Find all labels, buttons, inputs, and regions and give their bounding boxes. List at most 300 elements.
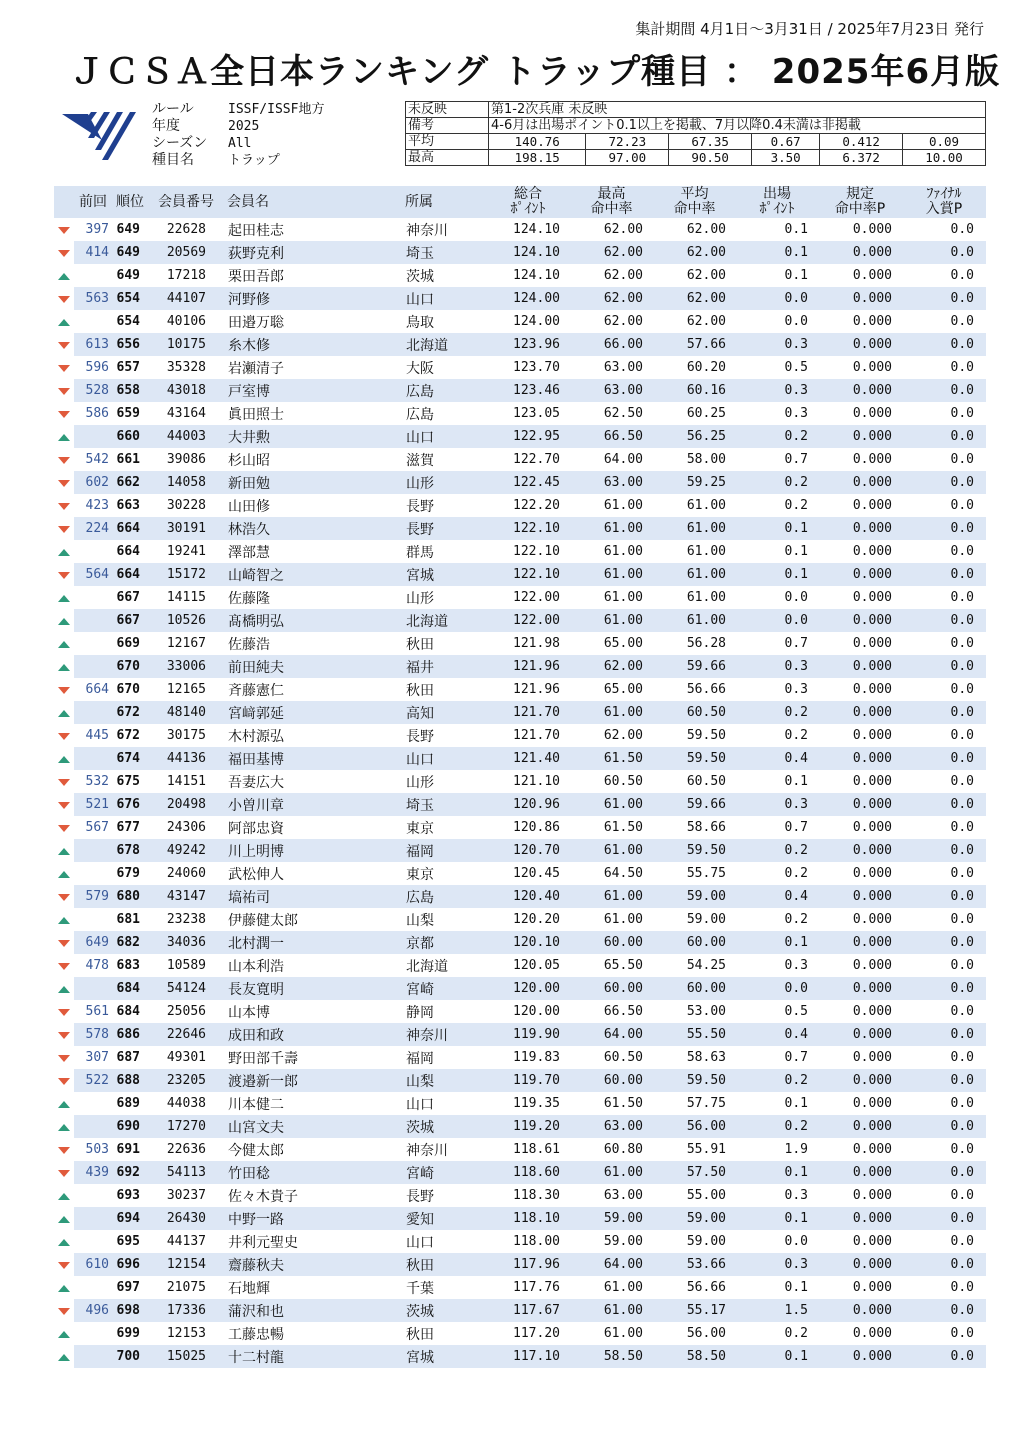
cell-reg: 0.000 <box>818 655 902 678</box>
cell-fin: 0.0 <box>950 314 974 329</box>
cell-pref: 京都 <box>402 931 486 954</box>
cell-prev: 564 <box>74 563 112 586</box>
cell-reg: 0.000 <box>852 360 892 375</box>
cell-best: 63.00 <box>603 360 643 375</box>
cell-id: 54124 <box>148 977 224 1000</box>
up-triangle-icon <box>58 1354 70 1361</box>
cell-name: 石地輝 <box>228 1280 270 1297</box>
cell-part: 0.4 <box>736 885 818 908</box>
cell-best: 62.50 <box>603 406 643 421</box>
table-row <box>54 931 986 954</box>
table-row <box>54 1046 986 1069</box>
cell-pref: 静岡 <box>406 1004 434 1021</box>
cell-pref: 長野 <box>406 1188 434 1205</box>
cell-rank: 700 <box>112 1345 148 1368</box>
cell-total: 122.70 <box>513 452 560 467</box>
cell-name: 荻野克利 <box>224 241 402 264</box>
cell-avg: 59.50 <box>653 747 736 770</box>
cell-reg: 0.000 <box>818 839 902 862</box>
cell-fin: 0.0 <box>950 1004 974 1019</box>
cell-fin: 0.0 <box>902 471 986 494</box>
trend-cell <box>54 264 74 287</box>
down-triangle-icon <box>58 894 70 901</box>
cell-part: 0.7 <box>784 452 808 467</box>
down-triangle-icon <box>58 388 70 395</box>
cell-prev: 532 <box>85 774 109 789</box>
cell-part: 0.1 <box>784 1280 808 1295</box>
cell-id: 39086 <box>166 452 206 467</box>
cell-name: 十二村龍 <box>224 1345 402 1368</box>
cell-prev: 522 <box>74 1069 112 1092</box>
cell-id: 43018 <box>148 379 224 402</box>
table-row <box>54 494 986 517</box>
cell-part: 0.0 <box>784 590 808 605</box>
cell-reg: 0.000 <box>818 517 902 540</box>
trend-cell <box>54 770 74 793</box>
col-best <box>570 186 653 218</box>
cell-part: 0.3 <box>736 379 818 402</box>
cell-best: 61.00 <box>570 793 653 816</box>
cell-rank: 686 <box>112 1023 148 1046</box>
cell-pref: 茨城 <box>402 1299 486 1322</box>
cell-prev <box>74 540 112 563</box>
cell-pref: 愛知 <box>402 1207 486 1230</box>
cell-reg: 0.000 <box>852 452 892 467</box>
cell-pref: 宮崎 <box>402 977 486 1000</box>
cell-avg: 56.25 <box>653 425 736 448</box>
table-row <box>54 310 986 333</box>
table-row <box>54 448 986 471</box>
cell-name: 山本博 <box>228 1004 270 1021</box>
cell-part: 0.2 <box>784 912 808 927</box>
cell-total: 122.00 <box>486 609 570 632</box>
cell-avg: 57.75 <box>686 1096 726 1111</box>
cell-pref: 山口 <box>406 1234 434 1251</box>
up-triangle-icon <box>58 1101 70 1108</box>
cell-pref: 山形 <box>406 774 434 791</box>
cell-id: 15025 <box>148 1345 224 1368</box>
cell-pref: 神奈川 <box>406 1142 448 1159</box>
table-row <box>54 586 986 609</box>
down-triangle-icon <box>58 940 70 947</box>
cell-name: 今健太郎 <box>228 1142 284 1159</box>
cell-part: 0.1 <box>736 1207 818 1230</box>
cell-name: 福田基博 <box>224 747 402 770</box>
note-value: 4-6月は出場ポイント0.1以上を掲載、7月以降0.4未満は非掲載 <box>489 118 986 134</box>
cell-pref: 宮城 <box>402 1345 486 1368</box>
cell-total: 119.90 <box>486 1023 570 1046</box>
cell-pref: 山形 <box>402 471 486 494</box>
cell-id: 44003 <box>148 425 224 448</box>
cell-id: 14058 <box>148 471 224 494</box>
cell-fin: 0.0 <box>950 498 974 513</box>
cell-reg: 0.000 <box>852 728 892 743</box>
cell-name: 北村潤一 <box>224 931 402 954</box>
up-triangle-icon <box>58 1239 70 1246</box>
cell-total: 123.70 <box>513 360 560 375</box>
up-triangle-icon <box>58 618 70 625</box>
cell-reg: 0.000 <box>852 1142 892 1157</box>
jcsa-logo-icon <box>62 110 142 166</box>
cell-prev <box>74 264 112 287</box>
down-triangle-icon <box>58 342 70 349</box>
cell-part: 0.3 <box>784 682 808 697</box>
up-triangle-icon <box>58 664 70 671</box>
trend-cell <box>54 356 74 379</box>
cell-pref: 埼玉 <box>402 241 486 264</box>
cell-rank: 693 <box>116 1188 140 1203</box>
down-triangle-icon <box>58 1308 70 1315</box>
cell-best: 58.50 <box>570 1345 653 1368</box>
cell-part: 0.7 <box>784 820 808 835</box>
cell-total: 124.10 <box>513 222 560 237</box>
meta-value: All <box>228 136 252 151</box>
trend-cell <box>54 816 74 839</box>
cell-prev: 567 <box>85 820 109 835</box>
cell-fin: 0.0 <box>902 793 986 816</box>
cell-rank: 691 <box>116 1142 140 1157</box>
cell-part: 0.2 <box>736 471 818 494</box>
cell-rank: 687 <box>116 1050 140 1065</box>
cell-total: 118.60 <box>486 1161 570 1184</box>
trend-cell <box>54 977 74 1000</box>
cell-pref: 神奈川 <box>406 222 448 239</box>
cell-rank: 695 <box>116 1234 140 1249</box>
cell-part: 0.7 <box>784 1050 808 1065</box>
cell-best: 60.80 <box>603 1142 643 1157</box>
cell-prev <box>74 1207 112 1230</box>
cell-pref: 広島 <box>402 379 486 402</box>
cell-rank: 670 <box>112 655 148 678</box>
cell-pref: 鳥取 <box>406 314 434 331</box>
cell-fin: 0.0 <box>902 1299 986 1322</box>
table-row <box>54 793 986 816</box>
up-triangle-icon <box>58 1193 70 1200</box>
cell-total: 119.83 <box>513 1050 560 1065</box>
trend-cell <box>54 1207 74 1230</box>
cell-best: 61.00 <box>603 590 643 605</box>
cell-reg: 0.000 <box>818 241 902 264</box>
cell-avg: 59.25 <box>653 471 736 494</box>
table-row <box>54 908 986 931</box>
note-label: 備考 <box>406 118 489 134</box>
cell-name: 成田和政 <box>224 1023 402 1046</box>
col-prev: 前回 <box>74 186 112 218</box>
cell-rank: 684 <box>116 1004 140 1019</box>
cell-avg: 61.00 <box>686 498 726 513</box>
cell-part: 0.1 <box>784 774 808 789</box>
cell-reg: 0.000 <box>852 406 892 421</box>
col-fin-line2: 入賞P <box>925 201 963 217</box>
up-triangle-icon <box>58 848 70 855</box>
cell-reg: 0.000 <box>818 1207 902 1230</box>
down-triangle-icon <box>58 1078 70 1085</box>
ranking-table <box>54 186 986 1368</box>
cell-id: 24306 <box>166 820 206 835</box>
cell-total: 121.10 <box>513 774 560 789</box>
cell-id: 40106 <box>166 314 206 329</box>
cell-name: 伊藤健太郎 <box>228 912 298 929</box>
cell-pref: 宮崎 <box>402 1161 486 1184</box>
table-row <box>54 1115 986 1138</box>
table-row <box>54 425 986 448</box>
up-triangle-icon <box>58 434 70 441</box>
max-value: 90.50 <box>669 150 752 166</box>
cell-prev: 397 <box>85 222 109 237</box>
down-triangle-icon <box>58 526 70 533</box>
cell-part: 1.9 <box>784 1142 808 1157</box>
cell-id: 44107 <box>148 287 224 310</box>
cell-id: 17218 <box>166 268 206 283</box>
cell-reg: 0.000 <box>818 977 902 1000</box>
cell-prev: 563 <box>74 287 112 310</box>
cell-part: 0.4 <box>736 1023 818 1046</box>
cell-pref: 山口 <box>402 747 486 770</box>
cell-prev <box>74 1345 112 1368</box>
cell-prev <box>74 655 112 678</box>
meta-year <box>152 118 324 135</box>
cell-id: 34036 <box>148 931 224 954</box>
cell-name: 山本利浩 <box>228 958 284 975</box>
cell-id: 43164 <box>166 406 206 421</box>
cell-fin: 0.0 <box>902 655 986 678</box>
cell-rank: 667 <box>116 590 140 605</box>
cell-avg: 55.75 <box>686 866 726 881</box>
trend-cell <box>54 1000 74 1023</box>
cell-part: 0.1 <box>736 1345 818 1368</box>
cell-best: 62.00 <box>603 222 643 237</box>
cell-prev <box>74 862 112 885</box>
trend-cell <box>54 793 74 816</box>
cell-avg: 58.00 <box>686 452 726 467</box>
cell-pref: 山梨 <box>402 1069 486 1092</box>
cell-name: 斉藤憲仁 <box>228 682 284 699</box>
cell-rank: 649 <box>116 268 140 283</box>
cell-reg: 0.000 <box>852 222 892 237</box>
cell-fin: 0.0 <box>950 1234 974 1249</box>
cell-rank: 680 <box>112 885 148 908</box>
col-total <box>486 186 570 218</box>
cell-total: 120.96 <box>486 793 570 816</box>
cell-total: 122.10 <box>486 563 570 586</box>
cell-id: 25056 <box>166 1004 206 1019</box>
meta-key: シーズン <box>152 135 208 151</box>
cell-avg: 58.66 <box>686 820 726 835</box>
cell-pref: 東京 <box>406 820 434 837</box>
cell-rank: 663 <box>116 498 140 513</box>
cell-best: 61.00 <box>603 1326 643 1341</box>
col-part-line1: 出場 <box>763 186 791 202</box>
cell-part: 1.5 <box>736 1299 818 1322</box>
summary-table <box>405 101 986 166</box>
cell-rank: 669 <box>116 636 140 651</box>
cell-prev: 561 <box>85 1004 109 1019</box>
cell-avg: 61.00 <box>653 517 736 540</box>
max-label: 最高 <box>406 150 489 166</box>
cell-rank: 657 <box>116 360 140 375</box>
cell-reg: 0.000 <box>818 425 902 448</box>
cell-id: 44137 <box>166 1234 206 1249</box>
cell-id: 30175 <box>166 728 206 743</box>
down-triangle-icon <box>58 1170 70 1177</box>
col-avg-line1: 平均 <box>680 186 709 202</box>
cell-prev <box>74 1115 112 1138</box>
cell-avg: 56.00 <box>686 1326 726 1341</box>
cell-total: 118.10 <box>486 1207 570 1230</box>
cell-id: 10526 <box>148 609 224 632</box>
cell-id: 17270 <box>148 1115 224 1138</box>
cell-id: 43147 <box>148 885 224 908</box>
meta-value: 2025 <box>228 119 260 134</box>
trend-cell <box>54 655 74 678</box>
cell-id: 15172 <box>148 563 224 586</box>
cell-name: 糸木修 <box>224 333 402 356</box>
cell-prev: 496 <box>74 1299 112 1322</box>
cell-fin: 0.0 <box>902 241 986 264</box>
col-avg <box>653 186 736 218</box>
cell-total: 119.35 <box>513 1096 560 1111</box>
unreflected-value: 第1-2次兵庫 未反映 <box>489 102 986 118</box>
average-value: 140.76 <box>489 134 586 150</box>
cell-name: 井利元聖史 <box>228 1234 298 1251</box>
cell-rank: 664 <box>112 517 148 540</box>
cell-prev <box>74 977 112 1000</box>
cell-pref: 山口 <box>406 1096 434 1113</box>
cell-reg: 0.000 <box>852 314 892 329</box>
down-triangle-icon <box>58 296 70 303</box>
average-value: 0.09 <box>903 134 986 150</box>
cell-id: 24060 <box>166 866 206 881</box>
table-row <box>54 1023 986 1046</box>
cell-pref: 福岡 <box>402 839 486 862</box>
cell-total: 124.00 <box>513 314 560 329</box>
cell-reg: 0.000 <box>852 636 892 651</box>
average-label: 平均 <box>406 134 489 150</box>
cell-reg: 0.000 <box>852 590 892 605</box>
cell-prev <box>74 839 112 862</box>
meta-value: ISSF/ISSF地方 <box>228 102 325 117</box>
cell-total: 120.00 <box>486 977 570 1000</box>
cell-pref: 山口 <box>402 425 486 448</box>
cell-name: 工藤忠暢 <box>228 1326 284 1343</box>
cell-avg: 56.66 <box>686 1280 726 1295</box>
cell-pref: 北海道 <box>406 958 448 975</box>
cell-total: 121.40 <box>486 747 570 770</box>
trend-cell <box>54 1046 74 1069</box>
trend-cell <box>54 839 74 862</box>
cell-total: 120.70 <box>486 839 570 862</box>
trend-cell <box>54 425 74 448</box>
cell-reg: 0.000 <box>852 958 892 973</box>
trend-cell <box>54 448 74 471</box>
up-triangle-icon <box>58 871 70 878</box>
cell-name: 山田修 <box>228 498 270 515</box>
cell-fin: 0.0 <box>950 1096 974 1111</box>
table-row <box>54 517 986 540</box>
cell-rank: 649 <box>116 222 140 237</box>
cell-prev: 478 <box>85 958 109 973</box>
table-row <box>54 977 986 1000</box>
trend-cell <box>54 218 74 241</box>
cell-rank: 672 <box>116 728 140 743</box>
cell-fin: 0.0 <box>902 517 986 540</box>
cell-prev: 596 <box>85 360 109 375</box>
cell-fin: 0.0 <box>950 1326 974 1341</box>
cell-rank: 690 <box>112 1115 148 1138</box>
cell-best: 64.50 <box>603 866 643 881</box>
issue-period: 集計期間 4月1日～3月31日 / 2025年7月23日 発行 <box>635 20 984 38</box>
cell-fin: 0.0 <box>950 406 974 421</box>
cell-reg: 0.000 <box>818 379 902 402</box>
cell-fin: 0.0 <box>902 839 986 862</box>
cell-reg: 0.000 <box>852 1234 892 1249</box>
cell-total: 117.10 <box>486 1345 570 1368</box>
cell-name: 中野一路 <box>224 1207 402 1230</box>
cell-pref: 茨城 <box>406 268 434 285</box>
cell-best: 66.50 <box>603 1004 643 1019</box>
cell-best: 62.00 <box>603 268 643 283</box>
cell-part: 0.1 <box>736 1161 818 1184</box>
table-header-row <box>54 186 986 218</box>
cell-total: 121.98 <box>513 636 560 651</box>
cell-avg: 58.50 <box>653 1345 736 1368</box>
cell-avg: 56.28 <box>686 636 726 651</box>
cell-rank: 662 <box>112 471 148 494</box>
cell-name: 河野修 <box>224 287 402 310</box>
cell-prev: 586 <box>85 406 109 421</box>
cell-part: 0.5 <box>784 360 808 375</box>
cell-rank: 660 <box>112 425 148 448</box>
cell-best: 61.00 <box>570 885 653 908</box>
trend-cell <box>54 862 74 885</box>
cell-rank: 674 <box>112 747 148 770</box>
cell-fin: 0.0 <box>902 287 986 310</box>
table-row <box>54 218 986 241</box>
down-triangle-icon <box>58 457 70 464</box>
cell-name: 起田桂志 <box>228 222 284 239</box>
cell-prev <box>74 1230 112 1253</box>
cell-rank: 692 <box>112 1161 148 1184</box>
cell-avg: 62.00 <box>686 222 726 237</box>
trend-cell <box>54 1161 74 1184</box>
trend-cell <box>54 1345 74 1368</box>
cell-best: 61.00 <box>570 701 653 724</box>
cell-id: 21075 <box>166 1280 206 1295</box>
table-row <box>54 1299 986 1322</box>
cell-id: 30237 <box>166 1188 206 1203</box>
cell-pref: 北海道 <box>402 609 486 632</box>
cell-rank: 664 <box>112 563 148 586</box>
cell-best: 61.50 <box>570 747 653 770</box>
cell-fin: 0.0 <box>950 774 974 789</box>
cell-pref: 高知 <box>402 701 486 724</box>
cell-rank: 667 <box>112 609 148 632</box>
up-triangle-icon <box>58 641 70 648</box>
cell-pref: 秋田 <box>406 682 434 699</box>
cell-rank: 696 <box>112 1253 148 1276</box>
cell-fin: 0.0 <box>902 931 986 954</box>
cell-pref: 広島 <box>402 885 486 908</box>
cell-prev: 414 <box>74 241 112 264</box>
down-triangle-icon <box>58 572 70 579</box>
max-value: 6.372 <box>820 150 903 166</box>
cell-part: 0.3 <box>784 958 808 973</box>
cell-rank: 654 <box>116 314 140 329</box>
cell-name: 塙祐司 <box>224 885 402 908</box>
cell-id: 20569 <box>148 241 224 264</box>
cell-part: 0.0 <box>736 609 818 632</box>
trend-cell <box>54 1115 74 1138</box>
